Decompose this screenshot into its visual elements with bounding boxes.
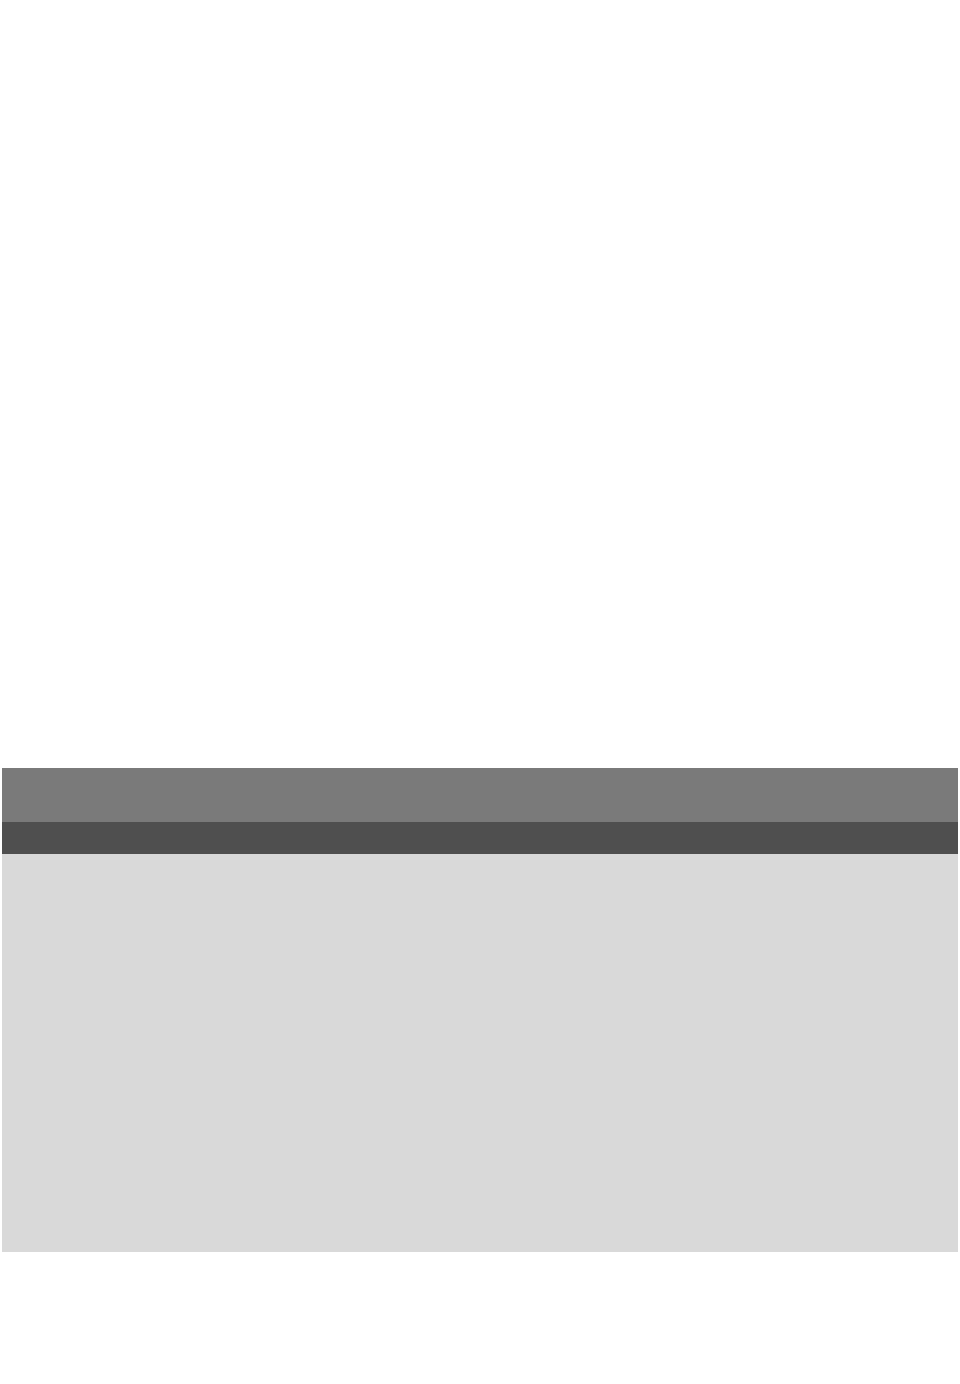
table-group-header [2,768,958,822]
results-table [2,768,958,1252]
table-year-header [2,822,958,854]
section-heading [84,318,164,346]
